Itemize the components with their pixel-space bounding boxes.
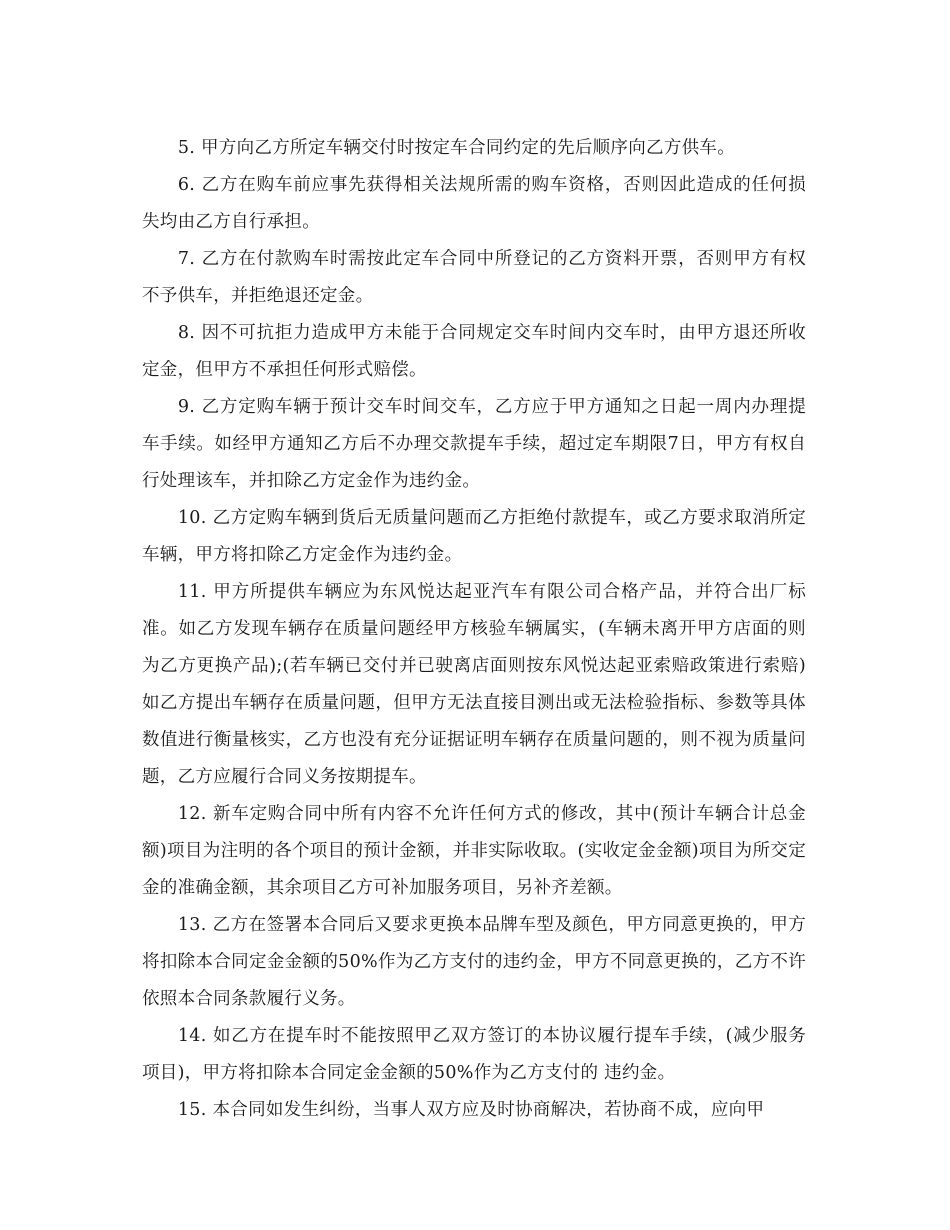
clause-5: 5. 甲方向乙方所定车辆交付时按定车合同约定的先后顺序向乙方供车。: [177, 138, 736, 158]
clause-9: 9. 乙方定购车辆于预计交车时间交车，乙方应于甲方通知之日起一周内办理提车手续。如经甲方通知乙方后不办理交款提车手续，超过定车期限7日，甲方有权自行处理该车，并扣除乙方定金作为违约金。: [142, 397, 806, 491]
clause-12: 12. 新车定购合同中所有内容不允许任何方式的修改，其中(预计车辆合计总金额)项目为注明的各个项目的预计金额，并非实际收取。(实收定金金额)项目为所交定金的准确金额，其余项目乙方可补加服务项目，另补齐差额。: [142, 804, 806, 898]
clause-14: 14. 如乙方在提车时不能按照甲乙双方签订的本协议履行提车手续，(减少服务项目)，甲方将扣除本合同定金金额的50%作为乙方支付的 违约金。: [142, 1026, 806, 1083]
contract-clauses: [142, 130, 806, 1129]
clause-6: 6. 乙方在购车前应事先获得相关法规所需的购车资格，否则因此造成的任何损失均由乙方自行承担。: [142, 175, 806, 232]
clause-8: 8. 因不可抗拒力造成甲方未能于合同规定交车时间内交车时，由甲方退还所收定金，但甲方不承担任何形式赔偿。: [142, 323, 806, 380]
clause-11: 11. 甲方所提供车辆应为东风悦达起亚汽车有限公司合格产品，并符合出厂标准。如乙方发现车辆存在质量问题经甲方核验车辆属实，(车辆未离开甲方店面的则为乙方更换产品);(若车辆已交付并已驶离店面则按东风悦达起亚索赔政策进行索赔)如乙方提出车辆存在质量问题，但甲方无法直接目测出或无法检验指标、参数等具体数值进行衡量核实，乙方也没有充分证据证明车辆存在质量问题的，则不视为质量问题，乙方应履行合同义务按期提车。: [142, 582, 806, 787]
clause-15: 15. 本合同如发生纠纷，当事人双方应及时协商解决，若协商不成，应向甲: [177, 1100, 765, 1120]
clause-13: 13. 乙方在签署本合同后又要求更换本品牌车型及颜色，甲方同意更换的，甲方将扣除本合同定金金额的50%作为乙方支付的违约金，甲方不同意更换的，乙方不许依照本合同条款履行义务。: [142, 915, 806, 1009]
clause-7: 7. 乙方在付款购车时需按此定车合同中所登记的乙方资料开票，否则甲方有权不予供车，并拒绝退还定金。: [142, 249, 806, 306]
clause-10: 10. 乙方定购车辆到货后无质量问题而乙方拒绝付款提车，或乙方要求取消所定车辆，甲方将扣除乙方定金作为违约金。: [142, 508, 806, 565]
